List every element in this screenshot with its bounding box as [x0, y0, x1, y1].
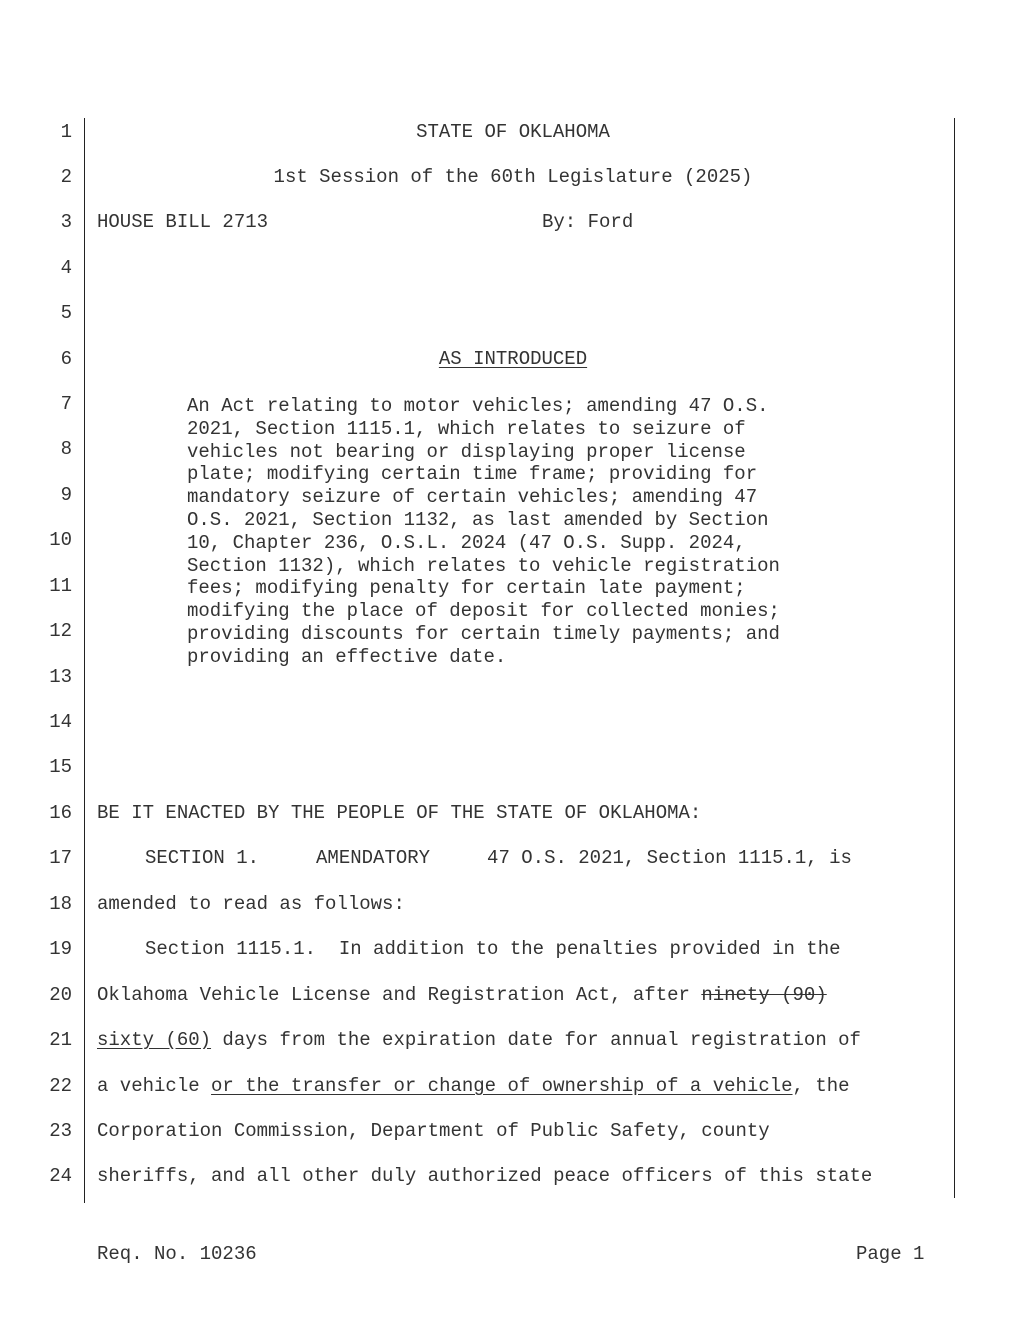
line-number: 3: [60, 211, 72, 233]
line-number: 21: [49, 1029, 72, 1051]
inserted-text: or the transfer or change of ownership of a vehicle: [211, 1075, 793, 1097]
state-heading: STATE OF OKLAHOMA: [416, 121, 610, 143]
body-line: [97, 984, 827, 1006]
line-number: 11: [49, 575, 72, 597]
session-heading: 1st Session of the 60th Legislature (2025): [273, 166, 753, 188]
line-number: 23: [49, 1120, 72, 1142]
title-line: fees; modifying penalty for certain late payment;: [187, 577, 746, 600]
line-number: 7: [60, 393, 72, 415]
title-line: An Act relating to motor vehicles; amending 47 O.S.: [187, 395, 769, 417]
line-number: 14: [49, 711, 72, 733]
title-line: mandatory seizure of certain vehicles; amending 47: [187, 486, 758, 509]
body-line: Section 1115.1. In addition to the penalties provided in the: [145, 938, 841, 960]
bill-number: HOUSE BILL 2713: [97, 211, 269, 233]
line-number: 8: [60, 438, 72, 460]
left-margin-rule: [84, 118, 85, 1203]
bill-author: By: Ford: [542, 211, 634, 233]
section-heading: SECTION 1. AMENDATORY 47 O.S. 2021, Section 1115.1, is: [145, 847, 852, 869]
body-line: sheriffs, and all other duly authorized peace officers of this state: [97, 1165, 873, 1187]
body-text: a vehicle: [97, 1075, 212, 1097]
line-number: 18: [49, 893, 72, 915]
title-line: 10, Chapter 236, O.S.L. 2024 (47 O.S. Supp. 2024,: [187, 531, 746, 554]
title-line: providing discounts for certain timely payments; and: [187, 622, 780, 645]
page-number: Page 1: [856, 1243, 925, 1265]
line-number: 22: [49, 1075, 72, 1097]
request-number: Req. No. 10236: [97, 1243, 257, 1265]
line-number: 16: [49, 802, 72, 824]
line-number: 9: [60, 484, 72, 506]
line-number: 24: [49, 1165, 72, 1187]
line-number: 4: [60, 257, 72, 279]
title-line: modifying the place of deposit for collected monies;: [187, 600, 780, 623]
line-number: 15: [49, 756, 72, 778]
status-heading: [90, 348, 936, 370]
enacting-clause: BE IT ENACTED BY THE PEOPLE OF THE STATE OF OKLAHOMA:: [97, 802, 702, 824]
title-line: O.S. 2021, Section 1132, as last amended by Section: [187, 508, 769, 531]
line-number: 12: [49, 620, 72, 642]
title-line: 2021, Section 1115.1, which relates to seizure of: [187, 417, 746, 440]
line-number: 13: [49, 666, 72, 688]
body-text: days from the expiration date for annual registration of: [211, 1029, 861, 1051]
line-number: 1: [60, 121, 72, 143]
status-label: AS INTRODUCED: [438, 348, 588, 370]
struck-text: ninety (90): [701, 984, 827, 1006]
inserted-text: sixty (60): [97, 1029, 212, 1051]
title-line: vehicles not bearing or displaying proper license: [187, 440, 746, 463]
body-line: amended to read as follows:: [97, 893, 405, 915]
body-text: , the: [792, 1075, 850, 1097]
body-line: Corporation Commission, Department of Public Safety, county: [97, 1120, 770, 1142]
line-number: 19: [49, 938, 72, 960]
line-number: 17: [49, 847, 72, 869]
title-line: Section 1132), which relates to vehicle registration: [187, 554, 780, 577]
line-number: 5: [60, 302, 72, 324]
body-line: [97, 1029, 861, 1051]
line-number: 2: [60, 166, 72, 188]
body-text: Oklahoma Vehicle License and Registration Act, after: [97, 984, 702, 1006]
body-line: [97, 1075, 850, 1097]
line-number: 20: [49, 984, 72, 1006]
line-number: 10: [49, 529, 72, 551]
title-line: plate; modifying certain time frame; providing for: [187, 463, 758, 486]
title-line: providing an effective date.: [187, 645, 507, 668]
right-margin-rule: [954, 118, 955, 1198]
line-number: 6: [60, 348, 72, 370]
bill-title: [187, 395, 847, 669]
